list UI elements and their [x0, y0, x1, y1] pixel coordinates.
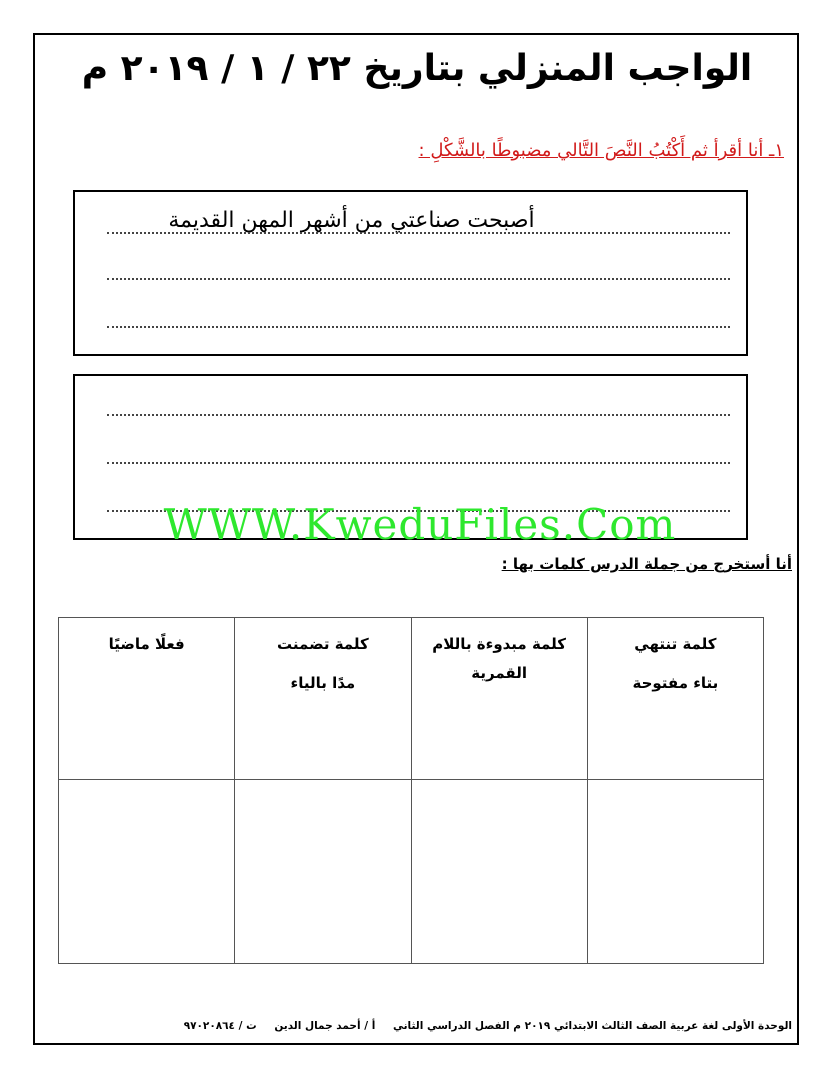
column-header-line: كلمة تضمنت — [277, 635, 369, 653]
page-title: الواجب المنزلي بتاريخ ٢٢ / ١ / ٢٠١٩ م — [81, 48, 753, 89]
question1-heading: ١ـ أنا أقرأ ثم أَكْتُبُ النَّصَ التَّالي مضبوطًا بالشَّكْلِ : — [418, 140, 784, 161]
writing-line[interactable] — [107, 278, 730, 280]
column-header-line: فعلًا ماضيًا — [108, 635, 185, 653]
writing-line[interactable] — [107, 414, 730, 416]
answer-cell[interactable] — [59, 780, 235, 964]
column-header-past-verb — [59, 618, 235, 780]
writing-line[interactable] — [107, 232, 730, 234]
footer-teacher: أ / أحمد جمال الدين — [274, 1020, 376, 1032]
column-header-line: كلمة تنتهي — [634, 635, 717, 653]
question2-heading: أنا أستخرج من جملة الدرس كلمات بها : — [501, 555, 792, 573]
model-sentence: أصبحت صناعتي من أشهر المهن القديمة — [168, 208, 535, 233]
footer — [170, 1020, 792, 1032]
words-table — [58, 617, 764, 964]
column-header-line: بتاء مفتوحة — [632, 673, 719, 692]
column-header-line: القمرية — [471, 663, 527, 682]
writing-line[interactable] — [107, 462, 730, 464]
column-header-line: كلمة مبدوءة باللام — [432, 635, 566, 653]
writing-box-1 — [73, 190, 748, 356]
column-header-open-taa — [587, 618, 763, 780]
column-header-line: مدًا بالياء — [290, 673, 356, 692]
answer-cell[interactable] — [235, 780, 411, 964]
answer-cell[interactable] — [587, 780, 763, 964]
footer-unit: الوحدة الأولى لغة عربية الصف الثالث الابتدائي ٢٠١٩ م الفصل الدراسي الثاني — [392, 1020, 792, 1032]
footer-phone: ت / ٩٧٠٢٠٨٦٤ — [183, 1020, 257, 1032]
answer-cell[interactable] — [411, 780, 587, 964]
watermark: WWW.KweduFiles.Com — [163, 500, 677, 549]
writing-line[interactable] — [107, 326, 730, 328]
column-header-madd-yaa — [235, 618, 411, 780]
column-header-lunar-lam — [411, 618, 587, 780]
